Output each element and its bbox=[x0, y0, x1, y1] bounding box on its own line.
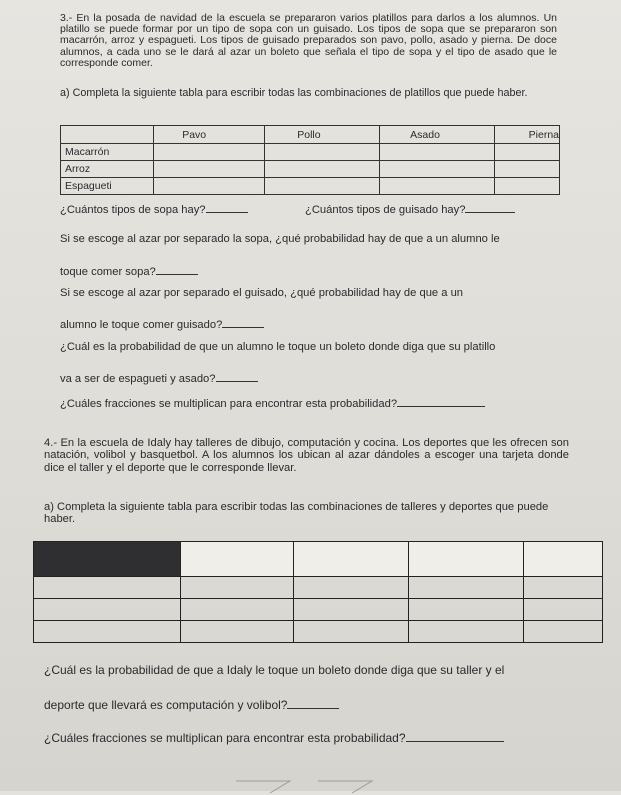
question-prob-combo-line2: va a ser de espagueti y asado? bbox=[60, 372, 258, 385]
answer-blank[interactable] bbox=[206, 203, 248, 213]
col-header-asado: Asado bbox=[380, 126, 494, 144]
cell[interactable] bbox=[409, 599, 524, 621]
combinations-table-workshops bbox=[33, 541, 603, 643]
cell[interactable] bbox=[524, 621, 603, 643]
problem3-intro: 3.- En la posada de navidad de la escuela se prepararon varios platillos para darlos a los alumnos. Un platillo se puede formar por un tipo de sopa con un guisado. Los tipos de sopa que se prepararon son macarrón, arroz y espagueti. Los tipos de guisado preparados son pavo, pollo, asado y pierna. De doce alumnos, a cada uno se le dará al azar un boleto que señala el tipo de sopa y el tipo de asado que le corresponde comer. bbox=[60, 12, 557, 69]
table-corner bbox=[61, 126, 154, 144]
answer-blank[interactable] bbox=[156, 265, 198, 275]
row-header-arroz: Arroz bbox=[61, 161, 154, 178]
cell[interactable] bbox=[524, 599, 603, 621]
cell[interactable] bbox=[265, 178, 380, 195]
cell[interactable] bbox=[154, 178, 265, 195]
cell[interactable] bbox=[294, 621, 409, 643]
answer-blank[interactable] bbox=[397, 397, 485, 407]
question-fractions-4: ¿Cuáles fracciones se multiplican para encontrar esta probabilidad? bbox=[44, 731, 504, 745]
cell[interactable] bbox=[409, 577, 524, 599]
problem4-intro: 4.- En la escuela de Idaly hay talleres de dibujo, computación y cocina. Los deportes que les ofrecen son natación, volibol y basquetbol. A los alumnos los ubican al azar dándoles a escoger una tarjeta donde dice el taller y el deporte que le corresponde llevar. bbox=[44, 437, 569, 474]
cell[interactable] bbox=[181, 599, 294, 621]
cell[interactable] bbox=[409, 621, 524, 643]
cell[interactable] bbox=[154, 144, 265, 161]
question-prob-idaly-line1: ¿Cuál es la probabilidad de que a Idaly le toque un boleto donde diga que su taller y el bbox=[44, 663, 505, 677]
cell[interactable] bbox=[265, 144, 380, 161]
row-header-macarron: Macarrón bbox=[61, 144, 154, 161]
question-prob-idaly-line2: deporte que llevará es computación y volibol? bbox=[44, 698, 339, 712]
cell[interactable] bbox=[265, 161, 380, 178]
cell[interactable] bbox=[380, 178, 494, 195]
combinations-table-food bbox=[60, 125, 560, 195]
question-soup-types: ¿Cuántos tipos de sopa hay? bbox=[60, 203, 248, 216]
cell[interactable] bbox=[154, 161, 265, 178]
header-cell[interactable] bbox=[524, 542, 603, 577]
header-cell[interactable] bbox=[294, 542, 409, 577]
cell[interactable] bbox=[294, 577, 409, 599]
cell[interactable] bbox=[34, 599, 181, 621]
cell[interactable] bbox=[494, 178, 559, 195]
row-header-espagueti: Espagueti bbox=[61, 178, 154, 195]
cell[interactable] bbox=[494, 161, 559, 178]
problem4-part-a: a) Completa la siguiente tabla para escribir todas las combinaciones de talleres y deportes que puede haber. bbox=[44, 501, 549, 526]
cell[interactable] bbox=[494, 144, 559, 161]
cell[interactable] bbox=[34, 577, 181, 599]
question-prob-soup-line1: Si se escoge al azar por separado la sopa, ¿qué probabilidad hay de que a un alumno le bbox=[60, 233, 500, 245]
problem3-part-a: a) Completa la siguiente tabla para escribir todas las combinaciones de platillos que puede haber. bbox=[60, 87, 528, 99]
cell[interactable] bbox=[294, 599, 409, 621]
answer-blank[interactable] bbox=[287, 699, 339, 709]
cell[interactable] bbox=[181, 577, 294, 599]
question-stew-types: ¿Cuántos tipos de guisado hay? bbox=[305, 203, 515, 216]
question-prob-stew-line1: Si se escoge al azar por separado el guisado, ¿qué probabilidad hay de que a un bbox=[60, 287, 464, 299]
header-cell[interactable] bbox=[181, 542, 294, 577]
question-prob-combo-line1: ¿Cuál es la probabilidad de que un alumno le toque un boleto donde diga que su platillo bbox=[60, 341, 496, 353]
col-header-pollo: Pollo bbox=[265, 126, 380, 144]
answer-blank[interactable] bbox=[222, 318, 264, 328]
question-prob-soup-line2: toque comer sopa? bbox=[60, 265, 198, 278]
answer-blank[interactable] bbox=[406, 732, 504, 742]
question-fractions-3: ¿Cuáles fracciones se multiplican para encontrar esta probabilidad? bbox=[60, 397, 485, 410]
cell[interactable] bbox=[380, 144, 494, 161]
cell[interactable] bbox=[380, 161, 494, 178]
question-prob-stew-line2: alumno le toque comer guisado? bbox=[60, 318, 264, 331]
col-header-pierna: Pierna bbox=[494, 126, 559, 144]
cell[interactable] bbox=[524, 577, 603, 599]
header-cell[interactable] bbox=[34, 542, 181, 577]
answer-blank[interactable] bbox=[216, 372, 258, 382]
answer-blank[interactable] bbox=[465, 203, 515, 213]
cell[interactable] bbox=[181, 621, 294, 643]
bottom-bleed-marks bbox=[0, 775, 621, 795]
col-header-pavo: Pavo bbox=[154, 126, 265, 144]
header-cell[interactable] bbox=[409, 542, 524, 577]
cell[interactable] bbox=[34, 621, 181, 643]
